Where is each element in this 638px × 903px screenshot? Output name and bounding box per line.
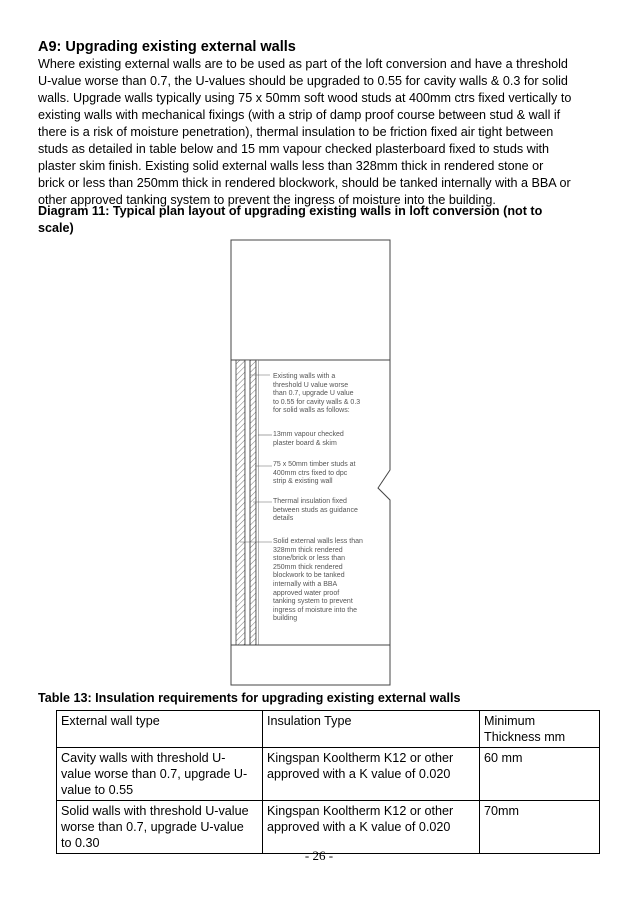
header-cell: [480, 711, 600, 748]
note-line: stone/brick or less than: [273, 555, 345, 563]
cell-line: External wall type: [61, 714, 160, 728]
cell-line: Minimum: [484, 714, 536, 728]
table-cell: [480, 801, 600, 854]
cell-line: value worse than 0.7, upgrade U-: [61, 767, 248, 781]
cell-line: Kingspan Kooltherm K12 or other: [267, 751, 454, 765]
note-line: 400mm ctrs fixed to dpc: [273, 469, 348, 477]
table-cell: [263, 801, 480, 854]
note-timber-studs: [273, 461, 355, 487]
caption-line: scale): [38, 221, 74, 235]
note-existing-walls: [273, 373, 360, 416]
note-line: than 0.7, upgrade U value: [273, 390, 354, 398]
upper-room-outline: [231, 240, 390, 360]
header-cell: [57, 711, 263, 748]
note-line: approved water proof: [273, 589, 340, 597]
cell-line: to 0.30: [61, 836, 100, 850]
table-row: [57, 748, 600, 801]
cell-line: Insulation Type: [267, 714, 352, 728]
paragraph-line: U-value worse than 0.7, the U-values should be upgraded to 0.55 for cavity walls & 0.3 for solid: [38, 74, 568, 88]
section-heading: A9: Upgrading existing external walls: [38, 39, 296, 55]
paragraph-line: plaster skim finish. Existing solid external walls less than 328mm thick in rendered stone or: [38, 159, 544, 173]
note-line: plaster board & skim: [273, 439, 337, 447]
paragraph-line: studs as detailed in table below and 15 mm vapour checked plasterboard fixed to studs with: [38, 142, 550, 156]
cell-line: Kingspan Kooltherm K12 or other: [267, 804, 454, 818]
plasterboard-layer: [256, 360, 259, 645]
existing-wall-hatch: [236, 360, 245, 645]
note-line: threshold U value worse: [273, 381, 349, 389]
paragraph-line: other approved tanking system to prevent the ingress of moisture into the building.: [38, 193, 496, 207]
page-number: - 26 -: [304, 848, 334, 863]
insulation-requirements-table: [56, 710, 600, 854]
note-line: 250mm thick rendered: [273, 563, 343, 571]
note-line: ingress of moisture into the: [273, 606, 358, 614]
table-caption: Table 13: Insulation requirements for upgrading existing external walls: [38, 691, 461, 705]
note-line: blockwork to be tanked: [273, 572, 345, 580]
cell-line: Solid walls with threshold U-value: [61, 804, 249, 818]
note-line: strip & existing wall: [273, 478, 333, 486]
table-cell: [263, 748, 480, 801]
header-cell: [263, 711, 480, 748]
note-plasterboard: [273, 431, 344, 448]
note-line: details: [273, 515, 294, 523]
caption-line: Diagram 11: Typical plan layout of upgrading existing walls in loft conversion (not to: [38, 204, 543, 218]
cell-line: Thickness mm: [484, 730, 566, 744]
table-cell: [57, 801, 263, 854]
lower-room-outline: [231, 645, 390, 685]
note-line: 328mm thick rendered: [273, 546, 343, 554]
note-line: internally with a BBA: [273, 580, 338, 588]
dpc-strip-layer: [245, 360, 250, 645]
note-line: between studs as guidance: [273, 506, 358, 514]
paragraph-line: walls. Upgrade walls typically using 75 x 50mm soft wood studs at 400mm ctrs fixed vertically to: [38, 91, 572, 105]
note-line: Existing walls with a: [273, 373, 336, 380]
table-row: [57, 801, 600, 854]
cell-line: 70mm: [484, 804, 519, 818]
table-header-row: [57, 711, 600, 748]
cell-line: value to 0.55: [61, 783, 134, 797]
note-line: 13mm vapour checked: [273, 431, 344, 438]
note-line: for solid walls as follows:: [273, 407, 350, 415]
note-line: 75 x 50mm timber studs at: [273, 461, 356, 468]
note-line: tanking system to prevent: [273, 598, 353, 606]
note-solid-external-walls: [273, 538, 363, 624]
cell-line: Cavity walls with threshold U-: [61, 751, 226, 765]
note-line: Thermal insulation fixed: [273, 498, 347, 505]
note-line: Solid external walls less than: [273, 538, 363, 545]
cell-line: 60 mm: [484, 751, 523, 765]
paragraph-line: brick or less than 250mm thick in rendered blockwork, should be tanked internally with a BBA or: [38, 176, 571, 190]
note-line: to 0.55 for cavity walls & 0.3: [273, 398, 361, 406]
paragraph-line: existing walls with mechanical fixings (with a strip of damp proof course between stud & wall if: [38, 108, 561, 122]
insulation-layer: [250, 360, 256, 645]
cell-line: approved with a K value of 0.020: [267, 820, 451, 834]
cell-line: worse than 0.7, upgrade U-value: [61, 820, 244, 834]
note-line: building: [273, 615, 298, 623]
cell-line: approved with a K value of 0.020: [267, 767, 451, 781]
table-cell: [57, 748, 263, 801]
paragraph-line: Where existing external walls are to be used as part of the loft conversion and have a threshold: [38, 57, 568, 71]
table-cell: [480, 748, 600, 801]
note-thermal-insulation: [273, 498, 358, 524]
paragraph-line: there is a risk of moisture penetration), thermal insulation to be friction fixed air tight between: [38, 125, 554, 139]
